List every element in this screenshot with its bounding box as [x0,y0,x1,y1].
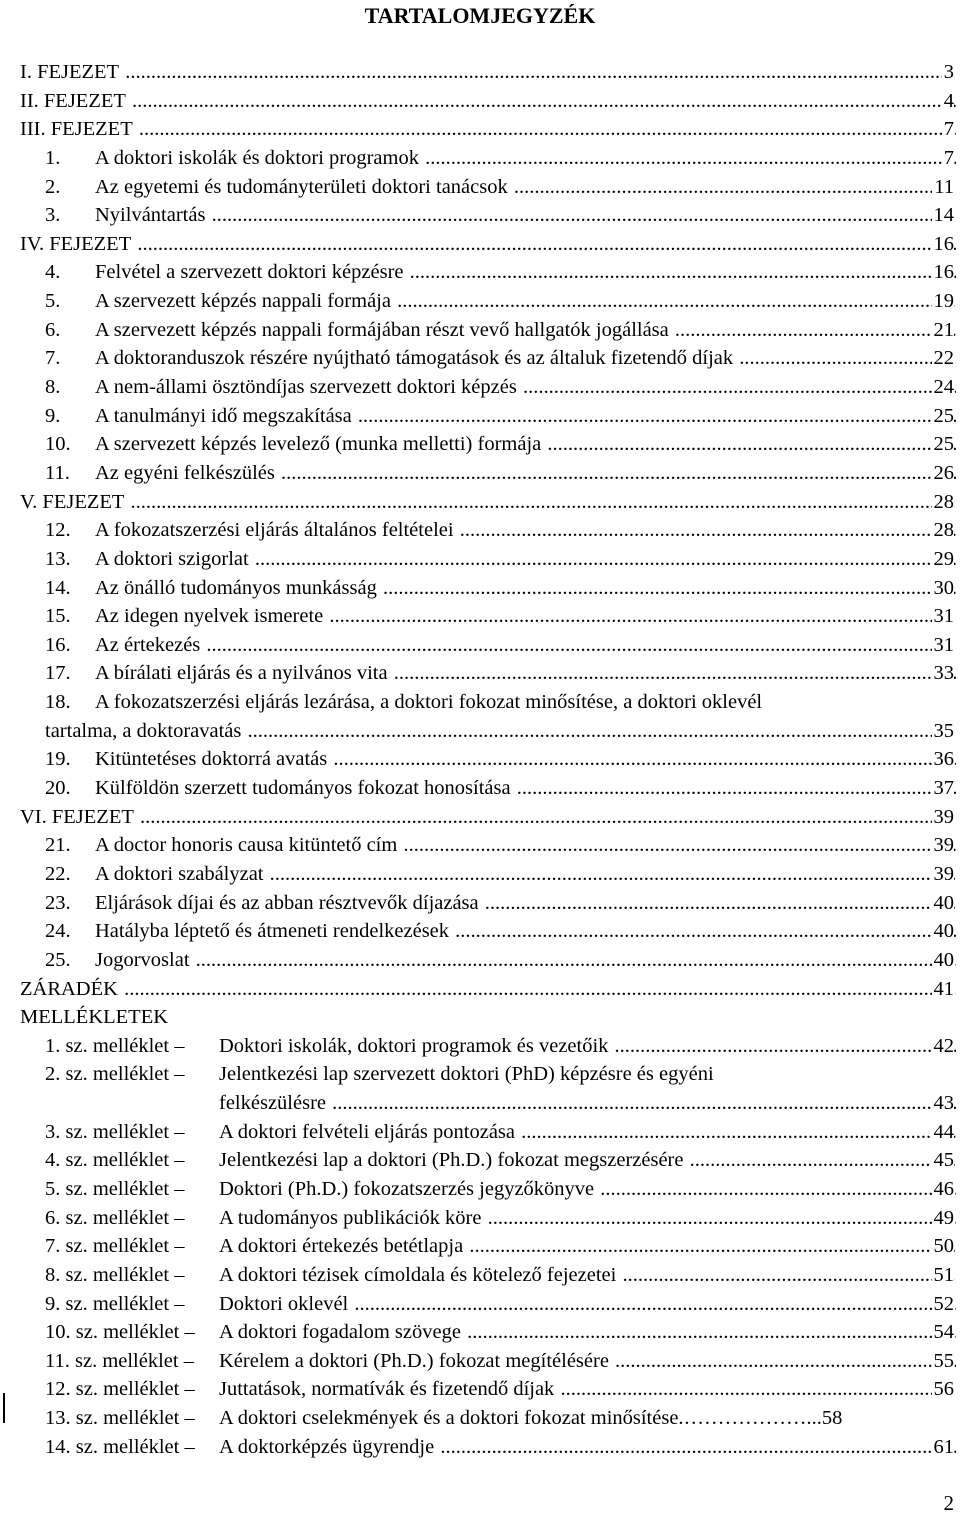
toc-entry-title: IV. FEJEZET [20,232,132,255]
toc-entry-title: Felvétel a szervezett doktori képzésre [95,261,404,284]
toc-entry[interactable] [20,201,956,230]
toc-entry[interactable] [20,58,956,87]
toc-entry-number: 10. [45,433,71,456]
toc-entry-page: 40 [932,889,955,918]
toc-entry-title: A doktori cselekmények és a doktori fokozat minősítése.………………...58 [219,1407,843,1430]
toc-entry-title: I. FEJEZET [20,61,120,83]
toc-entry-page: 11 [932,173,954,202]
toc-entry[interactable] [20,1175,956,1204]
toc-entry-title: III. FEJEZET [20,118,133,141]
toc-entry[interactable] [20,774,956,803]
toc-entry-number: 11. sz. melléklet – [45,1349,194,1372]
toc-entry-page: 7 [942,144,954,173]
toc-entry[interactable] [20,688,956,717]
toc-entry[interactable] [20,516,956,545]
toc-entry-page: 3 [942,58,954,87]
toc-entry-title: Az egyetemi és tudományterületi doktori tanácsok [95,175,508,198]
page-title: TARTALOMJEGYZÉK [364,3,596,28]
toc-entry[interactable] [20,87,956,116]
toc-entry-title: Külföldön szerzett tudományos fokozat honosítása [95,777,511,800]
toc-entry[interactable] [20,860,956,889]
toc-entry-number: 23. [45,891,71,914]
toc-entry-title: Az idegen nyelvek ismerete [95,605,324,628]
toc-entry-title: A tanulmányi idő megszakítása [95,404,352,427]
toc-entry-page: 16 [932,258,955,287]
toc-entry-page: 45 [932,1146,955,1175]
toc-entry-page: 49 [932,1204,955,1233]
toc-entry-title: A fokozatszerzési eljárás általános feltételei [95,519,454,542]
toc-entry-title: A doktori iskolák és doktori programok [95,146,419,169]
toc-entry[interactable] [20,1118,956,1147]
toc-entry-page: 4 [942,87,954,116]
toc-entry-page: 16 [932,230,955,259]
toc-entry[interactable] [20,975,956,1004]
toc-entry-title: felkészülésre [219,1092,326,1115]
toc-entry-number: 24. [45,920,71,943]
toc-entry[interactable] [20,258,956,287]
toc-entry[interactable] [20,803,956,832]
toc-entry-page: 51 [932,1261,955,1290]
toc-entry-number: 13. [45,547,71,570]
toc-entry-number: 12. [45,519,71,542]
toc-entry-page: 55 [932,1347,955,1376]
toc-entry-title: tartalma, a doktoravatás [45,719,242,742]
toc-entry[interactable] [20,889,956,918]
toc-entry[interactable] [20,1089,956,1118]
toc-entry-page: 7 [942,115,954,144]
toc-entry[interactable] [20,488,956,517]
toc-entry-page: 28 [932,488,955,517]
toc-entry[interactable] [20,1375,956,1404]
toc-entry-page: 36 [932,745,955,774]
toc-entry-page: 33 [932,659,955,688]
toc-entry[interactable] [20,1232,956,1261]
toc-entry-page: 26 [932,459,955,488]
toc-entry-page: 29 [932,545,955,574]
toc-entry-number: 5. sz. melléklet – [45,1177,185,1200]
toc-entry[interactable] [20,1146,956,1175]
toc-entry-number: 7. sz. melléklet – [45,1235,185,1258]
toc-entry-title: Kérelem a doktori (Ph.D.) fokozat megítélésére [219,1349,609,1372]
page-number: 2 [943,1491,954,1515]
toc-entry[interactable] [20,745,956,774]
toc-entry-number: 5. [45,290,61,313]
revision-bar [3,1393,5,1423]
toc-entry[interactable] [20,459,956,488]
toc-entry-page: 28 [932,516,955,545]
toc-entry-page: 43 [932,1089,955,1118]
toc-entry[interactable] [20,574,956,603]
toc-entry-number: 8. [45,376,61,399]
toc-entry-number: 8. sz. melléklet – [45,1263,185,1286]
toc-entry[interactable] [20,430,956,459]
toc-entry-page: 37 [932,774,955,803]
toc-entry-number: 1. sz. melléklet – [45,1034,185,1057]
toc-entry[interactable] [20,717,956,746]
toc-entry-page: 24 [932,373,955,402]
toc-entry[interactable] [20,1433,956,1462]
toc-entry-page: 44 [932,1118,955,1147]
toc-entry-title: A szervezett képzés nappali formája [95,290,391,313]
toc-entry[interactable] [20,173,956,202]
toc-entry-title: A doktori felvételi eljárás pontozása [219,1120,516,1143]
toc-entry-title: Nyilvántartás [95,204,206,227]
toc-entry-number: 7. [45,347,61,370]
toc-entry-number: 18. [45,691,71,714]
toc-entry-number: 22. [45,862,71,885]
toc-entry-title: A szervezett képzés levelező (munka melletti) formája [95,433,542,456]
toc-entry-page: 52 [932,1290,955,1319]
toc-entry-title: Kitüntetéses doktorrá avatás [95,748,328,771]
toc-entry-title: Eljárások díjai és az abban résztvevők díjazása [95,891,479,914]
toc-entry-number: 9. sz. melléklet – [45,1292,185,1315]
toc-entry-page: 39 [932,803,955,832]
toc-entry-page: 40 [932,946,955,975]
toc-entry-title: A doktori értekezés betétlapja [219,1235,464,1258]
toc-entry-title: II. FEJEZET [20,89,126,112]
toc-entry-number: 14. sz. melléklet – [45,1435,195,1458]
toc-entry-number: 11. [45,461,70,484]
toc-entry[interactable] [20,373,956,402]
toc-entry[interactable] [20,1290,956,1319]
toc-entry[interactable] [20,144,956,173]
toc-entry-page: 31 [932,602,955,631]
toc-entry-title: A doctor honoris causa kitüntető cím [95,834,398,857]
toc-entry-title: A doktori szigorlat [95,547,249,570]
toc-entry-page: 25 [932,402,955,431]
toc-entry-number: 4. sz. melléklet – [45,1149,185,1172]
toc-entry-title: Juttatások, normatívák és fizetendő díjak [219,1378,555,1401]
toc-entry[interactable] [20,230,956,259]
toc-entry-title: Az értekezés [95,633,201,656]
toc-entry[interactable] [20,1261,956,1290]
toc-entry[interactable] [20,1032,956,1061]
toc-entry-page: 40 [932,917,955,946]
toc-entry-title: A doktoranduszok részére nyújtható támogatások és az általuk fizetendő díjak [95,347,734,370]
toc-entry-number: 3. sz. melléklet – [45,1120,185,1143]
toc-entry-number: 4. [45,261,61,284]
toc-entry-number: 2. [45,175,61,198]
toc-entry[interactable] [20,344,956,373]
toc-entry[interactable] [20,1060,956,1089]
toc-entry-number: 17. [45,662,71,685]
toc-entry-number: 25. [45,948,71,971]
toc-entry-title: A bírálati eljárás és a nyilvános vita [95,662,388,685]
toc-entry-number: 21. [45,834,71,857]
toc-entry-page: 35 [932,717,955,746]
toc-entry[interactable] [20,1347,956,1376]
toc-entry[interactable] [20,402,956,431]
toc-entry[interactable] [20,602,956,631]
toc-entry[interactable] [20,287,956,316]
toc-entry-number: 1. [45,146,61,169]
toc-entry-title: A doktori tézisek címoldala és kötelező fejezetei [219,1263,617,1286]
toc-entry-title: Jelentkezési lap a doktori (Ph.D.) fokozat megszerzésére [219,1149,684,1172]
toc-entry-number: 9. [45,404,61,427]
toc-entry-number: 15. [45,605,71,628]
toc-entry-page: 30 [932,574,955,603]
toc-entry-title: Jogorvoslat [95,948,190,971]
toc-entry-page: 21 [932,316,955,345]
table-of-contents [20,58,956,1461]
toc-entry-title: Doktori (Ph.D.) fokozatszerzés jegyzőkönyve [219,1177,595,1200]
toc-entry-title: Doktori iskolák, doktori programok és vezetőik [219,1034,609,1057]
toc-entry-title: Hatályba léptető és átmeneti rendelkezések [95,920,450,943]
toc-entry[interactable] [20,831,956,860]
toc-entry-number: 13. sz. melléklet – [45,1407,195,1430]
toc-entry-number: 6. [45,318,61,341]
toc-entry-title: A szervezett képzés nappali formájában részt vevő hallgatók jogállása [95,318,669,341]
toc-entry-title: Az egyéni felkészülés [95,461,275,484]
toc-entry-page: 39 [932,860,955,889]
toc-entry[interactable] [20,115,956,144]
toc-entry[interactable] [20,1404,956,1433]
toc-entry-number: 12. sz. melléklet – [45,1378,195,1401]
toc-entry-number: 20. [45,777,71,800]
toc-entry[interactable] [20,1204,956,1233]
toc-entry-number: 2. sz. melléklet – [45,1063,185,1086]
toc-entry-page: 41 [932,975,955,1004]
toc-entry-number: 16. [45,633,71,656]
toc-entry-page: 14 [932,201,955,230]
toc-entry-title: V. FEJEZET [20,490,125,513]
toc-entry[interactable] [20,1318,956,1347]
toc-entry-title: A doktorképzés ügyrendje [219,1435,435,1458]
toc-entry[interactable] [20,545,956,574]
toc-entry-title: A tudományos publikációk köre [219,1206,482,1229]
toc-entry-title: Doktori oklevél [219,1292,349,1315]
toc-entry[interactable] [20,1003,956,1032]
toc-entry-page: 46 [932,1175,955,1204]
toc-entry-page: 54 [932,1318,955,1347]
toc-entry-page: 31 [932,631,955,660]
toc-entry-number: 10. sz. melléklet – [45,1321,195,1344]
toc-entry-number: 19. [45,748,71,771]
toc-entry-page: 22 [932,344,955,373]
toc-entry-number: 6. sz. melléklet – [45,1206,185,1229]
toc-entry-page: 56 [932,1375,955,1404]
toc-entry-title: A doktori szabályzat [95,862,264,885]
toc-entry-title: A fokozatszerzési eljárás lezárása, a doktori fokozat minősítése, a doktori oklevél [95,691,763,714]
toc-entry-number: 14. [45,576,71,599]
toc-entry[interactable] [20,631,956,660]
toc-entry-title: MELLÉKLETEK [20,1006,169,1029]
toc-entry[interactable] [20,917,956,946]
toc-entry-title: Az önálló tudományos munkásság [95,576,377,599]
toc-entry-title: ZÁRADÉK [20,977,118,1000]
toc-entry-number: 3. [45,204,61,227]
toc-entry[interactable] [20,659,956,688]
toc-entry-page: 61 [932,1433,955,1462]
toc-entry-title: Jelentkezési lap szervezett doktori (PhD) képzésre és egyéni [219,1063,714,1086]
toc-entry-title: A nem-állami ösztöndíjas szervezett doktori képzés [95,376,517,399]
toc-entry-page: 25 [932,430,955,459]
toc-entry-page: 19 [932,287,955,316]
toc-entry-page: 50 [932,1232,955,1261]
toc-entry-title: VI. FEJEZET [20,805,134,828]
toc-entry[interactable] [20,946,956,975]
toc-entry-page: 42 [932,1032,955,1061]
toc-entry-page: 39 [932,831,955,860]
toc-entry[interactable] [20,316,956,345]
toc-entry-title: A doktori fogadalom szövege [219,1321,461,1344]
